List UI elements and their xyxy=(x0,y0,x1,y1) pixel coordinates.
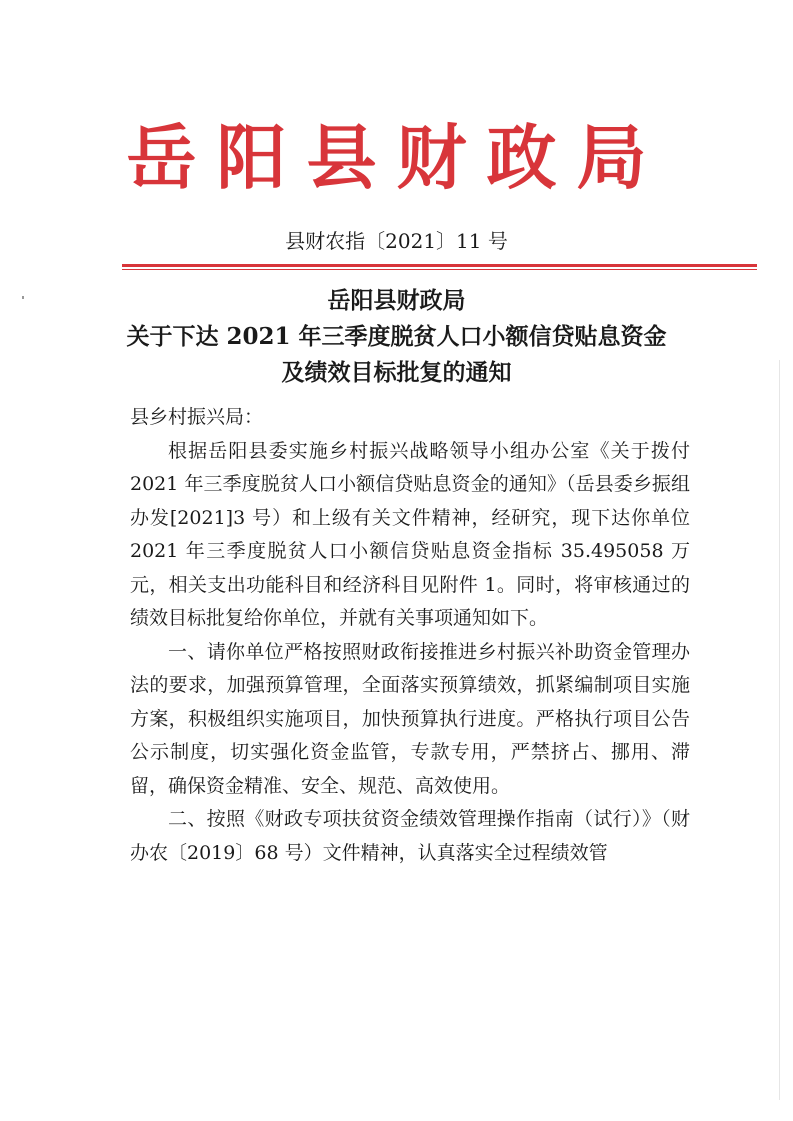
red-divider-thin xyxy=(122,269,757,270)
document-number: 县财农指〔2021〕11 号 xyxy=(285,229,508,253)
paragraph-2: 一、请你单位严格按照财政衔接推进乡村振兴补助资金管理办法的要求，加强预算管理，全面落实预算绩效，抓紧编制项目实施方案，积极组织实施项目，加快预算执行进度。严格执行项目公告公示制度，切实强化资金监管，专款专用，严禁挤占、挪用、滞留，确保资金精准、安全、规范、高效使用。 xyxy=(130,640,690,797)
paragraph-3: 二、按照《财政专项扶贫资金绩效管理操作指南（试行）》（财办农〔2019〕68 号）文件精神，认真落实全过程绩效管 xyxy=(130,808,690,864)
title-line-3: 及绩效目标批复的通知 xyxy=(281,359,512,386)
salutation: 县乡村振兴局： xyxy=(130,406,264,428)
letterhead-title: 岳阳县财政局 xyxy=(126,116,667,199)
scan-edge-line xyxy=(779,360,780,1100)
paragraph-1: 根据岳阳县委实施乡村振兴战略领导小组办公室《关于拨付 2021 年三季度脱贫人口小额信贷贴息资金的通知》（岳县委乡振组办发[2021]3 号）和上级有关文件精神，经研究，现下达你单位 2021 年三季度脱贫人口小额信贷贴息资金指标 35.495058 万元，相关支出功能科目和经济科目见附件 1。同时，将审核通过的绩效目标批复给你单位，并就有关事项通知如下。 xyxy=(130,439,690,629)
document-title xyxy=(0,283,793,391)
red-divider-thick xyxy=(122,264,757,267)
document-body xyxy=(130,401,690,870)
title-line-2: 关于下达 2021 年三季度脱贫人口小额信贷贴息资金 xyxy=(126,323,667,350)
title-line-1: 岳阳县财政局 xyxy=(327,287,466,314)
